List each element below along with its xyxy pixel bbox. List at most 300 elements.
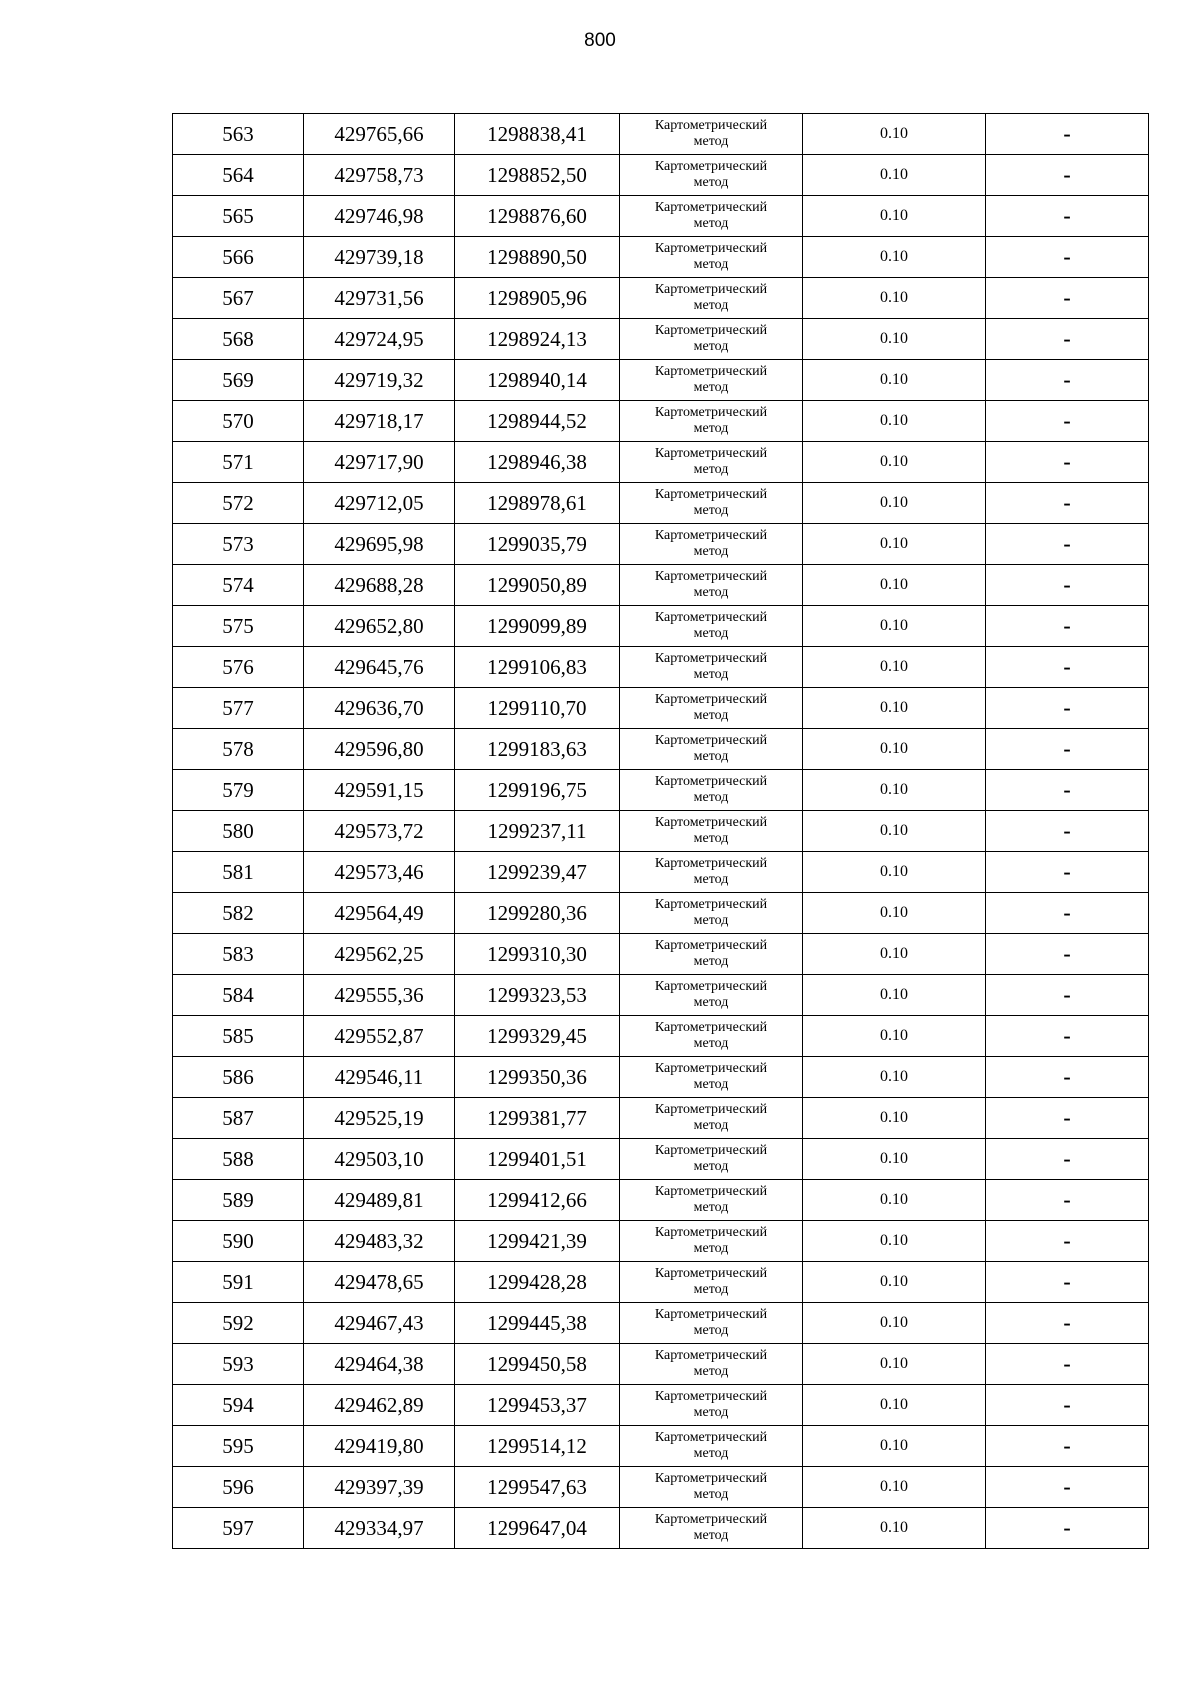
method-line-1: Картометрический — [654, 1184, 768, 1199]
point-number: 581 — [173, 852, 304, 893]
table-row — [173, 770, 1149, 811]
method-line-2: метод — [693, 1446, 729, 1461]
method-line-2: метод — [693, 995, 729, 1010]
description-cell: - — [986, 1057, 1149, 1098]
accuracy-value: 0.10 — [803, 647, 986, 688]
method-cell — [620, 565, 803, 606]
method-cell — [620, 483, 803, 524]
method-line-2: метод — [693, 544, 729, 559]
table-row — [173, 442, 1149, 483]
table-row — [173, 729, 1149, 770]
method-line-1: Картометрический — [654, 405, 768, 420]
method-cell — [620, 1016, 803, 1057]
method-line-1: Картометрический — [654, 241, 768, 256]
method-line-2: метод — [693, 1036, 729, 1051]
description-cell: - — [986, 319, 1149, 360]
accuracy-value: 0.10 — [803, 278, 986, 319]
y-coordinate: 1299110,70 — [455, 688, 620, 729]
x-coordinate: 429419,80 — [304, 1426, 455, 1467]
method-line-1: Картометрический — [654, 323, 768, 338]
y-coordinate: 1299106,83 — [455, 647, 620, 688]
point-number: 587 — [173, 1098, 304, 1139]
accuracy-value: 0.10 — [803, 114, 986, 155]
method-cell — [620, 155, 803, 196]
point-number: 589 — [173, 1180, 304, 1221]
y-coordinate: 1299239,47 — [455, 852, 620, 893]
method-line-2: метод — [693, 175, 729, 190]
accuracy-value: 0.10 — [803, 770, 986, 811]
description-cell: - — [986, 237, 1149, 278]
description-cell: - — [986, 647, 1149, 688]
table-row — [173, 893, 1149, 934]
table-row — [173, 1385, 1149, 1426]
method-line-1: Картометрический — [654, 200, 768, 215]
method-line-2: метод — [693, 1528, 729, 1543]
table-row — [173, 1057, 1149, 1098]
y-coordinate: 1299401,51 — [455, 1139, 620, 1180]
method-cell — [620, 893, 803, 934]
x-coordinate: 429591,15 — [304, 770, 455, 811]
description-cell: - — [986, 196, 1149, 237]
page-number: 800 — [584, 30, 616, 51]
accuracy-value: 0.10 — [803, 237, 986, 278]
table-row — [173, 606, 1149, 647]
method-line-1: Картометрический — [654, 979, 768, 994]
method-cell — [620, 196, 803, 237]
table-row — [173, 196, 1149, 237]
method-line-1: Картометрический — [654, 528, 768, 543]
x-coordinate: 429739,18 — [304, 237, 455, 278]
table-row — [173, 524, 1149, 565]
description-cell: - — [986, 442, 1149, 483]
point-number: 593 — [173, 1344, 304, 1385]
table-row — [173, 647, 1149, 688]
method-line-1: Картометрический — [654, 1512, 768, 1527]
y-coordinate: 1299514,12 — [455, 1426, 620, 1467]
accuracy-value: 0.10 — [803, 1098, 986, 1139]
x-coordinate: 429695,98 — [304, 524, 455, 565]
method-cell — [620, 319, 803, 360]
y-coordinate: 1299547,63 — [455, 1467, 620, 1508]
method-line-1: Картометрический — [654, 487, 768, 502]
y-coordinate: 1298890,50 — [455, 237, 620, 278]
point-number: 570 — [173, 401, 304, 442]
accuracy-value: 0.10 — [803, 852, 986, 893]
accuracy-value: 0.10 — [803, 1508, 986, 1549]
y-coordinate: 1299647,04 — [455, 1508, 620, 1549]
point-number: 588 — [173, 1139, 304, 1180]
point-number: 591 — [173, 1262, 304, 1303]
accuracy-value: 0.10 — [803, 155, 986, 196]
method-line-1: Картометрический — [654, 733, 768, 748]
method-line-1: Картометрический — [654, 692, 768, 707]
accuracy-value: 0.10 — [803, 1344, 986, 1385]
accuracy-value: 0.10 — [803, 483, 986, 524]
method-cell — [620, 606, 803, 647]
point-number: 586 — [173, 1057, 304, 1098]
method-line-2: метод — [693, 298, 729, 313]
method-line-1: Картометрический — [654, 610, 768, 625]
x-coordinate: 429478,65 — [304, 1262, 455, 1303]
point-number: 577 — [173, 688, 304, 729]
y-coordinate: 1299412,66 — [455, 1180, 620, 1221]
method-line-1: Картометрический — [654, 815, 768, 830]
method-line-2: метод — [693, 1241, 729, 1256]
accuracy-value: 0.10 — [803, 1262, 986, 1303]
method-line-1: Картометрический — [654, 1471, 768, 1486]
method-cell — [620, 1221, 803, 1262]
method-line-2: метод — [693, 667, 729, 682]
accuracy-value: 0.10 — [803, 565, 986, 606]
x-coordinate: 429546,11 — [304, 1057, 455, 1098]
table-row — [173, 1180, 1149, 1221]
point-number: 565 — [173, 196, 304, 237]
x-coordinate: 429645,76 — [304, 647, 455, 688]
table-row — [173, 1508, 1149, 1549]
description-cell: - — [986, 811, 1149, 852]
x-coordinate: 429652,80 — [304, 606, 455, 647]
table-row — [173, 811, 1149, 852]
x-coordinate: 429489,81 — [304, 1180, 455, 1221]
description-cell: - — [986, 1098, 1149, 1139]
method-cell — [620, 114, 803, 155]
point-number: 566 — [173, 237, 304, 278]
point-number: 564 — [173, 155, 304, 196]
method-line-2: метод — [693, 1487, 729, 1502]
description-cell: - — [986, 729, 1149, 770]
y-coordinate: 1298838,41 — [455, 114, 620, 155]
y-coordinate: 1299329,45 — [455, 1016, 620, 1057]
point-number: 583 — [173, 934, 304, 975]
x-coordinate: 429562,25 — [304, 934, 455, 975]
method-line-2: метод — [693, 380, 729, 395]
point-number: 585 — [173, 1016, 304, 1057]
accuracy-value: 0.10 — [803, 360, 986, 401]
method-line-2: метод — [693, 216, 729, 231]
point-number: 579 — [173, 770, 304, 811]
description-cell: - — [986, 1303, 1149, 1344]
x-coordinate: 429464,38 — [304, 1344, 455, 1385]
method-line-1: Картометрический — [654, 282, 768, 297]
y-coordinate: 1298905,96 — [455, 278, 620, 319]
method-cell — [620, 360, 803, 401]
method-line-2: метод — [693, 1282, 729, 1297]
table-row — [173, 1016, 1149, 1057]
point-number: 592 — [173, 1303, 304, 1344]
x-coordinate: 429483,32 — [304, 1221, 455, 1262]
accuracy-value: 0.10 — [803, 1303, 986, 1344]
method-line-1: Картометрический — [654, 118, 768, 133]
description-cell: - — [986, 688, 1149, 729]
x-coordinate: 429503,10 — [304, 1139, 455, 1180]
y-coordinate: 1298876,60 — [455, 196, 620, 237]
method-cell — [620, 1180, 803, 1221]
point-number: 597 — [173, 1508, 304, 1549]
x-coordinate: 429718,17 — [304, 401, 455, 442]
point-number: 571 — [173, 442, 304, 483]
method-line-1: Картометрический — [654, 159, 768, 174]
description-cell: - — [986, 1344, 1149, 1385]
method-line-1: Картометрический — [654, 569, 768, 584]
method-line-2: метод — [693, 1364, 729, 1379]
method-line-1: Картометрический — [654, 1225, 768, 1240]
method-line-1: Картометрический — [654, 1102, 768, 1117]
method-line-1: Картометрический — [654, 1061, 768, 1076]
method-cell — [620, 1385, 803, 1426]
point-number: 582 — [173, 893, 304, 934]
method-line-1: Картометрический — [654, 651, 768, 666]
y-coordinate: 1299421,39 — [455, 1221, 620, 1262]
method-line-2: метод — [693, 339, 729, 354]
x-coordinate: 429555,36 — [304, 975, 455, 1016]
method-line-2: метод — [693, 954, 729, 969]
accuracy-value: 0.10 — [803, 934, 986, 975]
method-line-2: метод — [693, 831, 729, 846]
x-coordinate: 429596,80 — [304, 729, 455, 770]
table-row — [173, 975, 1149, 1016]
y-coordinate: 1298924,13 — [455, 319, 620, 360]
method-line-2: метод — [693, 1200, 729, 1215]
method-line-2: метод — [693, 1118, 729, 1133]
method-line-2: метод — [693, 790, 729, 805]
table-row — [173, 319, 1149, 360]
point-number: 584 — [173, 975, 304, 1016]
accuracy-value: 0.10 — [803, 1180, 986, 1221]
point-number: 595 — [173, 1426, 304, 1467]
x-coordinate: 429397,39 — [304, 1467, 455, 1508]
y-coordinate: 1299381,77 — [455, 1098, 620, 1139]
method-cell — [620, 401, 803, 442]
accuracy-value: 0.10 — [803, 1385, 986, 1426]
table-row — [173, 155, 1149, 196]
description-cell: - — [986, 1262, 1149, 1303]
description-cell: - — [986, 1139, 1149, 1180]
table-body — [173, 114, 1149, 1549]
x-coordinate: 429525,19 — [304, 1098, 455, 1139]
y-coordinate: 1299196,75 — [455, 770, 620, 811]
method-line-2: метод — [693, 913, 729, 928]
description-cell: - — [986, 1221, 1149, 1262]
description-cell: - — [986, 524, 1149, 565]
x-coordinate: 429573,46 — [304, 852, 455, 893]
point-number: 580 — [173, 811, 304, 852]
y-coordinate: 1299310,30 — [455, 934, 620, 975]
accuracy-value: 0.10 — [803, 1139, 986, 1180]
description-cell: - — [986, 483, 1149, 524]
table-row — [173, 278, 1149, 319]
table-row — [173, 1467, 1149, 1508]
method-cell — [620, 975, 803, 1016]
method-line-2: метод — [693, 257, 729, 272]
coordinates-table — [172, 113, 1149, 1549]
method-line-1: Картометрический — [654, 446, 768, 461]
table-row — [173, 237, 1149, 278]
accuracy-value: 0.10 — [803, 401, 986, 442]
x-coordinate: 429636,70 — [304, 688, 455, 729]
description-cell: - — [986, 975, 1149, 1016]
point-number: 596 — [173, 1467, 304, 1508]
table-row — [173, 401, 1149, 442]
x-coordinate: 429564,49 — [304, 893, 455, 934]
description-cell: - — [986, 606, 1149, 647]
method-cell — [620, 729, 803, 770]
y-coordinate: 1299099,89 — [455, 606, 620, 647]
point-number: 569 — [173, 360, 304, 401]
table-row — [173, 1139, 1149, 1180]
method-cell — [620, 1426, 803, 1467]
description-cell: - — [986, 155, 1149, 196]
description-cell: - — [986, 852, 1149, 893]
description-cell: - — [986, 565, 1149, 606]
point-number: 590 — [173, 1221, 304, 1262]
table-row — [173, 852, 1149, 893]
description-cell: - — [986, 1180, 1149, 1221]
accuracy-value: 0.10 — [803, 688, 986, 729]
method-cell — [620, 647, 803, 688]
method-line-2: метод — [693, 626, 729, 641]
description-cell: - — [986, 1385, 1149, 1426]
x-coordinate: 429719,32 — [304, 360, 455, 401]
y-coordinate: 1298940,14 — [455, 360, 620, 401]
method-line-1: Картометрический — [654, 774, 768, 789]
method-cell — [620, 1057, 803, 1098]
method-cell — [620, 1344, 803, 1385]
method-cell — [620, 688, 803, 729]
table-row — [173, 934, 1149, 975]
description-cell: - — [986, 360, 1149, 401]
accuracy-value: 0.10 — [803, 442, 986, 483]
method-cell — [620, 524, 803, 565]
point-number: 563 — [173, 114, 304, 155]
y-coordinate: 1298978,61 — [455, 483, 620, 524]
method-cell — [620, 934, 803, 975]
y-coordinate: 1299050,89 — [455, 565, 620, 606]
table-row — [173, 360, 1149, 401]
method-line-2: метод — [693, 421, 729, 436]
x-coordinate: 429712,05 — [304, 483, 455, 524]
accuracy-value: 0.10 — [803, 811, 986, 852]
method-cell — [620, 1467, 803, 1508]
method-line-2: метод — [693, 585, 729, 600]
accuracy-value: 0.10 — [803, 1057, 986, 1098]
y-coordinate: 1299035,79 — [455, 524, 620, 565]
method-cell — [620, 1139, 803, 1180]
method-line-1: Картометрический — [654, 856, 768, 871]
y-coordinate: 1299445,38 — [455, 1303, 620, 1344]
table-row — [173, 688, 1149, 729]
x-coordinate: 429334,97 — [304, 1508, 455, 1549]
table-row — [173, 483, 1149, 524]
y-coordinate: 1298944,52 — [455, 401, 620, 442]
description-cell: - — [986, 1508, 1149, 1549]
y-coordinate: 1299428,28 — [455, 1262, 620, 1303]
y-coordinate: 1299237,11 — [455, 811, 620, 852]
table-row — [173, 565, 1149, 606]
accuracy-value: 0.10 — [803, 196, 986, 237]
method-line-2: метод — [693, 1323, 729, 1338]
method-line-2: метод — [693, 1159, 729, 1174]
accuracy-value: 0.10 — [803, 893, 986, 934]
table-row — [173, 1098, 1149, 1139]
table-row — [173, 1262, 1149, 1303]
table-row — [173, 1426, 1149, 1467]
accuracy-value: 0.10 — [803, 606, 986, 647]
method-line-1: Картометрический — [654, 364, 768, 379]
method-line-1: Картометрический — [654, 1143, 768, 1158]
table-row — [173, 1344, 1149, 1385]
point-number: 578 — [173, 729, 304, 770]
accuracy-value: 0.10 — [803, 975, 986, 1016]
y-coordinate: 1299450,58 — [455, 1344, 620, 1385]
accuracy-value: 0.10 — [803, 1467, 986, 1508]
description-cell: - — [986, 401, 1149, 442]
method-cell — [620, 852, 803, 893]
method-line-2: метод — [693, 749, 729, 764]
method-line-2: метод — [693, 1077, 729, 1092]
table-row — [173, 114, 1149, 155]
accuracy-value: 0.10 — [803, 524, 986, 565]
point-number: 567 — [173, 278, 304, 319]
x-coordinate: 429746,98 — [304, 196, 455, 237]
accuracy-value: 0.10 — [803, 1016, 986, 1057]
method-line-2: метод — [693, 503, 729, 518]
accuracy-value: 0.10 — [803, 1426, 986, 1467]
x-coordinate: 429688,28 — [304, 565, 455, 606]
x-coordinate: 429758,73 — [304, 155, 455, 196]
point-number: 572 — [173, 483, 304, 524]
point-number: 576 — [173, 647, 304, 688]
method-line-2: метод — [693, 1405, 729, 1420]
method-line-1: Картометрический — [654, 897, 768, 912]
method-line-2: метод — [693, 134, 729, 149]
method-line-1: Картометрический — [654, 1020, 768, 1035]
y-coordinate: 1298852,50 — [455, 155, 620, 196]
method-cell — [620, 442, 803, 483]
method-line-1: Картометрический — [654, 1389, 768, 1404]
x-coordinate: 429724,95 — [304, 319, 455, 360]
x-coordinate: 429552,87 — [304, 1016, 455, 1057]
y-coordinate: 1299183,63 — [455, 729, 620, 770]
point-number: 573 — [173, 524, 304, 565]
point-number: 568 — [173, 319, 304, 360]
method-line-1: Картометрический — [654, 1266, 768, 1281]
method-cell — [620, 1508, 803, 1549]
method-cell — [620, 770, 803, 811]
accuracy-value: 0.10 — [803, 729, 986, 770]
description-cell: - — [986, 1016, 1149, 1057]
method-line-1: Картометрический — [654, 1430, 768, 1445]
method-cell — [620, 278, 803, 319]
description-cell: - — [986, 770, 1149, 811]
method-line-1: Картометрический — [654, 938, 768, 953]
method-cell — [620, 811, 803, 852]
method-line-1: Картометрический — [654, 1348, 768, 1363]
method-line-2: метод — [693, 462, 729, 477]
x-coordinate: 429765,66 — [304, 114, 455, 155]
method-line-2: метод — [693, 872, 729, 887]
table-row — [173, 1303, 1149, 1344]
point-number: 594 — [173, 1385, 304, 1426]
y-coordinate: 1299323,53 — [455, 975, 620, 1016]
method-cell — [620, 1098, 803, 1139]
method-line-2: метод — [693, 708, 729, 723]
table-row — [173, 1221, 1149, 1262]
description-cell: - — [986, 1467, 1149, 1508]
y-coordinate: 1298946,38 — [455, 442, 620, 483]
method-cell — [620, 237, 803, 278]
accuracy-value: 0.10 — [803, 319, 986, 360]
description-cell: - — [986, 114, 1149, 155]
